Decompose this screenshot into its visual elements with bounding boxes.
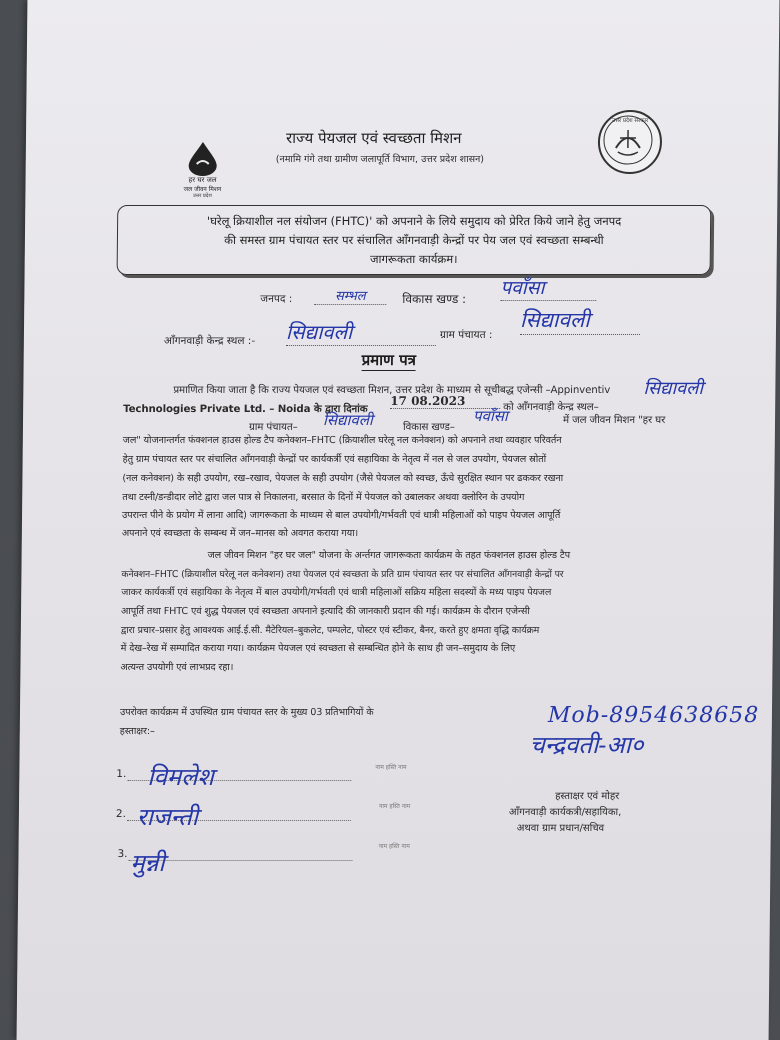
gram-panchayat-value: सिद्यावली xyxy=(520,306,640,335)
banner-line-3: जागरूकता कार्यक्रम। xyxy=(369,252,458,266)
certificate-title: प्रमाण पत्र xyxy=(361,351,417,369)
para1-line-2b: को आँगनवाड़ी केन्द्र स्थल– xyxy=(503,402,599,413)
logo-text: हर घर जल xyxy=(188,176,217,184)
para1-line-1: प्रमाणित किया जाता है कि राज्य पेयजल एवं स्वच्छता मिशन, उत्तर प्रदेश के माध्यम से सूचीबद्ध एजेन्सी –Appinventiv xyxy=(173,385,611,396)
para2-line-7: अत्यन्त उपयोगी एवं लाभप्रद रहा। xyxy=(120,662,234,673)
mobile-number: Mob-8954638658 xyxy=(547,703,760,728)
worker-label-3: अथवा ग्राम प्रधान/सचिव xyxy=(516,823,605,834)
participant-3-hint: नाम हस्ति नाम xyxy=(378,843,410,850)
vikas-khand-value: पवाँसा xyxy=(500,274,596,301)
para2-line-3: जाकर कार्यकर्त्री एवं सहायिका के नेतृत्व में बाल उपयोगी/गर्भवती एवं धात्री महिलाओं सक्रिय महिला सदस्यों के मध्य पाइप पेयजल xyxy=(121,587,552,598)
janpad-value: सम्भल xyxy=(314,286,386,305)
participant-2-signature: राजन्ती xyxy=(136,803,199,831)
signature-intro-2: हस्ताक्षर:– xyxy=(119,726,155,737)
handwritten-date: 17 08.2023 xyxy=(390,394,500,409)
handwritten-vikas: पवाँसा xyxy=(472,407,508,425)
water-drop-icon xyxy=(183,140,223,176)
banner-line-1: 'घरेलू क्रियाशील नल संयोजन (FHTC)' को अपनाने के लिये समुदाय को प्रेरित किये जाने हेतु जनपद xyxy=(206,214,622,228)
worker-signature: चन्द्रवती-आ० xyxy=(529,731,644,759)
para1-line-3c: में जल जीवन मिशन "हर घर xyxy=(562,415,666,426)
para1-line-3a: ग्राम पंचायत– xyxy=(248,422,298,433)
jal-jeevan-logo xyxy=(177,140,228,200)
logo-subtext: जल जीवन मिशन xyxy=(183,186,222,193)
worker-label-2: आँगनवाड़ी कार्यकत्री/सहायिका, xyxy=(508,807,622,818)
gram-panchayat-label: ग्राम पंचायत : xyxy=(439,329,493,341)
para1-line-4: जल" योजनान्तर्गत फंक्शनल हाउस होल्ड टैप कनेक्शन–FHTC (क्रियाशील घरेलू नल कनेक्शन) को अपनाने तथा व्यवहार परिवर्तन xyxy=(122,435,562,446)
para1-line-7: तथा टस्नी/डन्डीदार लोटे द्वारा जल पात्र से निकालना, बरसात के दिनों में पेयजल को उबालकर अथवा क्लोरिन के उपयोग xyxy=(122,492,525,503)
para2-line-6: में देख–रेख में सम्पादित कराया गया। कार्यक्रम पेयजल एवं स्वच्छता से सम्बन्धित होने के साथ ही जन–समुदाय के लिए xyxy=(120,643,516,654)
para1-line-5: हेतु ग्राम पंचायत स्तर पर संचालित आँगनवाड़ी केन्द्रों पर कार्यकर्त्री एवं सहायिका के नेतृत्व में नल से जल उपयोग, पेयजल स्रोतों xyxy=(122,454,547,465)
handwritten-gram: सिद्यावली xyxy=(322,411,373,429)
document-paper xyxy=(17,0,780,1040)
participant-2-number: 2. xyxy=(115,808,127,820)
janpad-label: जनपद : xyxy=(260,293,293,305)
para2-line-4: आपूर्ति तथा FHTC एवं शुद्ध पेयजल एवं स्वच्छता अपनाने इत्यादि की जानकारी प्रदान की गई। कार्यक्रम के दौरान एजेन्सी xyxy=(120,606,530,617)
logo-subtext-2: उत्तर प्रदेश xyxy=(192,193,212,199)
participant-2-hint: नाम हस्ति नाम xyxy=(378,803,411,810)
worker-label-1: हस्ताक्षर एवं मोहर xyxy=(555,791,620,802)
participant-1-number: 1. xyxy=(116,768,127,780)
signature-intro-1: उपरोक्त कार्यक्रम में उपस्थित ग्राम पंचायत स्तर के मुख्य 03 प्रतिभागियों के xyxy=(119,707,374,718)
para2-line-2: कनेक्शन–FHTC (क्रियाशील घरेलू नल कनेक्शन) तथा पेयजल एवं स्वच्छता के प्रति ग्राम पंचायत स्तर पर संचालित आँगनवाड़ी केन्द्रों पर xyxy=(121,569,564,580)
participant-3-signature: मुन्नी xyxy=(130,849,165,877)
anganwadi-label: आँगनवाड़ी केन्द्र स्थल :- xyxy=(163,335,256,347)
para1-line-9: अपनाने एवं स्वच्छता के सम्बन्ध में जन–मानस को अवगत कराया गया। xyxy=(121,528,359,539)
para1-line-6: (नल कनेक्शन) के सही उपयोग, रख–रखाव, पेयजल के सही उपयोग (जैसे पेयजल को स्वच्छ, ऊँचे सुरक्षित स्थान पर ढककर रखना xyxy=(122,473,564,484)
program-banner xyxy=(117,205,712,275)
participant-3-number: 3. xyxy=(117,848,128,860)
page-title: राज्य पेयजल एवं स्वच्छता मिशन xyxy=(285,129,462,147)
vikas-khand-label: विकास खण्ड : xyxy=(402,292,467,306)
participant-1-hint: नाम हस्ति नाम xyxy=(375,764,407,771)
para2-line-1: जल जीवन मिशन "हर घर जल" योजना के अर्न्तगत जागरूकता कार्यक्रम के तहत फंक्शनल हाउस होल्ड टैप xyxy=(207,550,571,561)
participant-1-signature: विमलेश xyxy=(147,763,214,791)
handwritten-sthal: सिद्यावली xyxy=(643,378,704,399)
para1-line-3b: विकास खण्ड– xyxy=(402,422,455,433)
para1-line-8: उपरान्त पीने के प्रयोग में लाना आदि) जागरूकता के माध्यम से बाल उपयोगी/गर्भवती एवं धात्री महिलाओं को पाइप पेयजल आपूर्ति xyxy=(121,510,561,521)
page-subtitle: (नमामि गंगे तथा ग्रामीण जलापूर्ति विभाग, उत्तर प्रदेश शासन) xyxy=(275,154,485,165)
anganwadi-value: सिद्यावली xyxy=(286,318,436,346)
para2-line-5: द्वारा प्रचार–प्रसार हेतु आवश्यक आई.ई.सी. मैटेरियल–बुकलेट, पम्पलेट, पोस्टर एवं स्टीकर, बैनर, करते हुए क्षमता वृद्धि कार्यक्रम xyxy=(120,625,540,636)
para1-line-2a: Technologies Private Ltd. – Noida के द्वारा दिनांक xyxy=(123,404,368,415)
banner-line-2: की समस्त ग्राम पंचायत स्तर पर संचालित आँगनवाड़ी केन्द्रों पर पेय जल एवं स्वच्छता सम्बन्धी xyxy=(224,233,604,247)
up-government-emblem xyxy=(598,110,663,174)
emblem-text: उत्तर प्रदेश सरकार xyxy=(612,118,649,124)
